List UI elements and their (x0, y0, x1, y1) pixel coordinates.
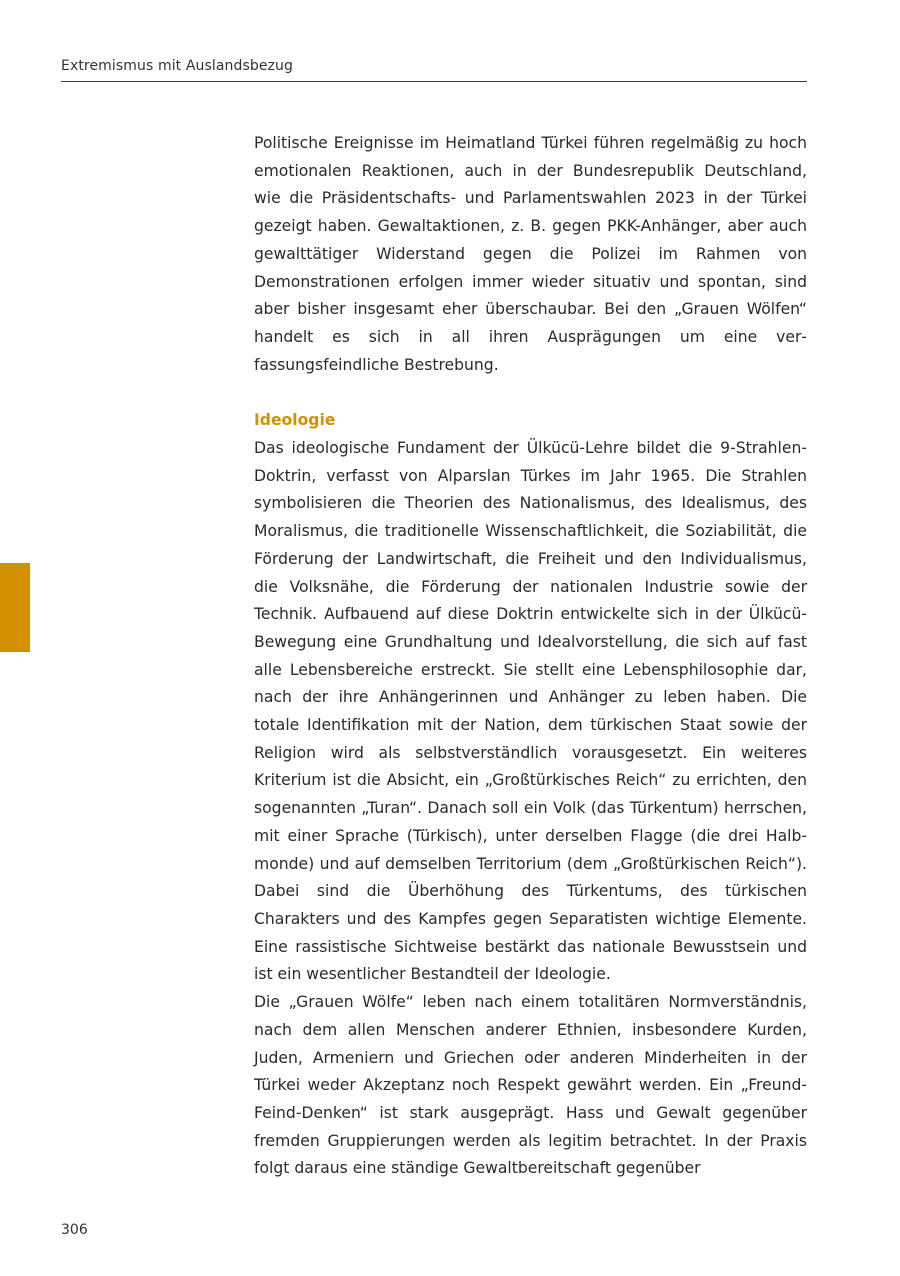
running-header (61, 58, 807, 82)
main-text-column (254, 130, 807, 1183)
page-number: 306 (61, 1222, 88, 1238)
section-heading-ideologie: Ideologie (254, 411, 336, 430)
ideology-paragraph-2: Die „Grauen Wölfe“ leben nach einem totalitären Normverständnis, nach dem allen Menschen anderer Ethnien, insbesondere Kurden, Juden, Armeniern und Griechen oder anderen Minderheiten in der Türkei weder Akzeptanz noch Respekt gewährt werden. Ein „Freund-Feind-Denken“ ist stark ausgeprägt. Hass und Gewalt gegenüber fremden Gruppierungen werden als legitim betrachtet. In der Praxis folgt daraus eine ständige Gewaltbereitschaft gegenüber (254, 993, 807, 1178)
running-header-title: Extremismus mit Auslandsbezug (61, 58, 293, 74)
intro-paragraph: Politische Ereignisse im Heimatland Türkei führen regelmäßig zu hoch emotionalen Reaktionen, auch in der Bundesrepublik Deutschland, wie die Präsidentschafts- und Parlamentswahlen 2023 in der Türkei gezeigt haben. Gewaltaktionen, z. B. gegen PKK-Anhänger, aber auch gewalttätiger Widerstand gegen die Polizei im Rahmen von Demonstrationen erfolgen immer wieder situativ und spontan, sind aber bisher insgesamt eher überschaubar. Bei den „Grauen Wölfen“ handelt es sich in all ihren Ausprägungen um eine verfassungsfeindliche Bestrebung. (254, 134, 807, 374)
ideology-paragraph-1: Das ideologische Fundament der Ülkücü-Lehre bildet die 9-Strahlen-Doktrin, verfasst von Alparslan Türkes im Jahr 1965. Die Strahlen symbolisieren die Theorien des Nationalismus, des Idealismus, des Moralismus, die traditionelle Wissenschaftlichkeit, die Soziabilität, die Förderung der Landwirtschaft, die Freiheit und den Individualismus, die Volksnähe, die Förderung der nationalen Industrie sowie der Technik. Aufbauend auf diese Doktrin entwickelte sich in der Ülkücü-Bewegung eine Grundhaltung und Idealvorstellung, die sich auf fast alle Lebensbereiche erstreckt. Sie stellt eine Lebensphilosophie dar, nach der ihre Anhängerinnen und Anhänger zu leben haben. Die totale Identifikation mit der Nation, dem türkischen Staat sowie der Religion wird als selbstverständlich vorausgesetzt. Ein weiteres Kriterium ist die Absicht, ein „Großtürkisches Reich“ zu errichten, den sogenannten „Turan“. Danach soll ein Volk (das Türkentum) herrschen, mit einer Sprache (Türkisch), unter derselben Flagge (die drei Halbmonde) und auf demselben Territorium (dem „Großtürkischen Reich“). Dabei sind die Überhöhung des Türkentums, des türkischen Charakters und des Kampfes gegen Separatisten wichtige Elemente. Eine rassistische Sichtweise bestärkt das nationale Bewusstsein und ist ein wesentlicher Bestandteil der Ideologie. (254, 439, 807, 984)
chapter-side-tab (0, 563, 30, 652)
